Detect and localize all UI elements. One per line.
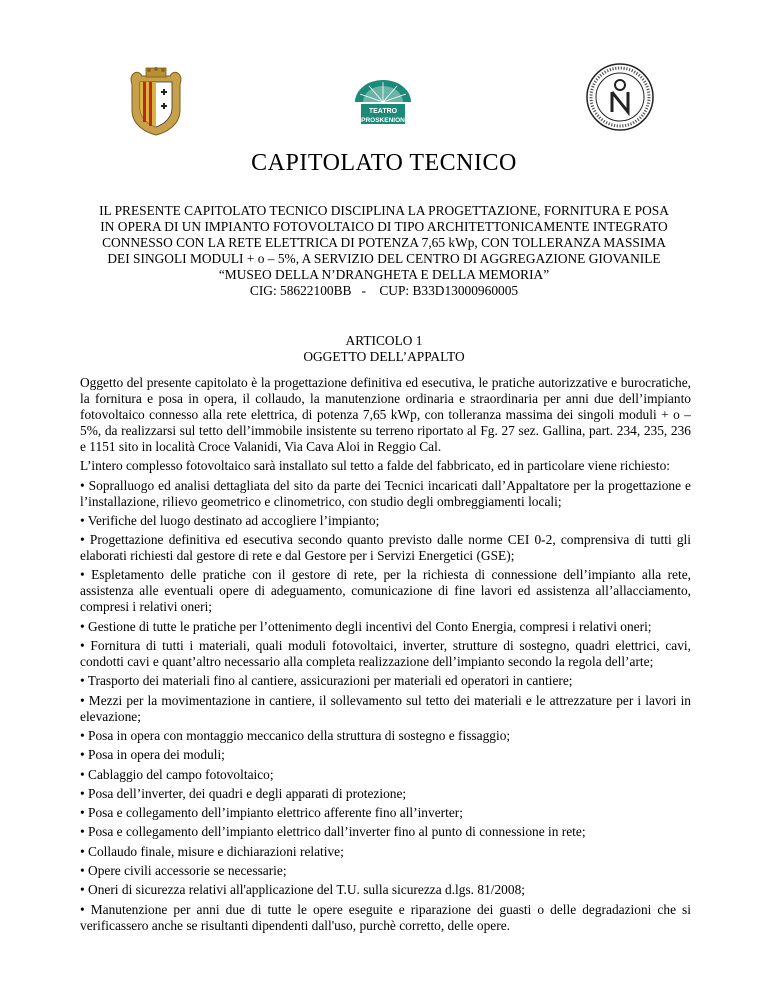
- paragraph: Oggetto del presente capitolato è la progettazione definitiva ed esecutiva, le pratiche autorizzative e burocratiche, la fornitura e posa in opera, il collaudo, la manutenzione ordinaria e straordinaria per anni due dell’impianto fotovoltaico connesso alla rete elettrica, di potenza 7,65 kWp, con tolleranza massima dei singoli moduli + o – 5%, da realizzarsi sul tetto dell’immobile insistente su terreno riportato al Fg. 27 sez. Gallina, part. 234, 235, 236 e 1151 sito in località Croce Valanidi, Via Cava Aloi in Reggio Cal.: [80, 375, 691, 454]
- list-item: • Mezzi per la movimentazione in cantiere, il sollevamento sul tetto dei materiali e le attrezzature per i lavori in elevazione;: [80, 692, 691, 724]
- list-item: • Verifiche del luogo destinato ad accogliere l’impianto;: [80, 512, 380, 528]
- list-item: • Manutenzione per anni due di tutte le opere eseguite e riparazione dei guasti o delle degradazioni che si verificassero anche se risultanti dipendenti dall'uso, purchè corretto, delle opere.: [80, 901, 691, 933]
- list-item: • Sopralluogo ed analisi dettagliata del sito da parte dei Tecnici incaricati dall’Appaltatore per la progettazione e l’installazione, rilievo geometrico e clinometrico, con studio degli ombreggiamenti locali;: [80, 477, 691, 509]
- list-item: • Collaudo finale, misure e dichiarazioni relative;: [80, 843, 344, 859]
- article-title: OGGETTO DELL’APPALTO: [303, 349, 465, 364]
- list-item: • Posa dell’inverter, dei quadri e degli apparati di protezione;: [80, 785, 407, 801]
- document-heading: [60, 203, 708, 299]
- list-item: • Espletamento delle pratiche con il gestore di rete, per la richiesta di connessione dell’impianto alla rete, assistenza alle eventuali opere di adeguamento, comunicazione di fine lavori ed assistenza all’allacciamento, compresi i relativi oneri;: [80, 567, 691, 615]
- heading-line: IL PRESENTE CAPITOLATO TECNICO DISCIPLINA LA PROGETTAZIONE, FORNITURA E POSA: [99, 203, 669, 218]
- heading-line: CONNESSO CON LA RETE ELETTRICA DI POTENZA 7,65 kWp, CON TOLLERANZA MASSIMA: [102, 235, 666, 250]
- heading-line: “MUSEO DELLA N’DRANGHETA E DELLA MEMORIA”: [218, 267, 550, 282]
- list-item: • Gestione di tutte le pratiche per l’ottenimento degli incentivi del Conto Energia, compresi i relativi oneri;: [80, 618, 652, 634]
- article-body: [80, 375, 691, 937]
- list-item: • Posa e collegamento dell’impianto elettrico afferente fino all’inverter;: [80, 805, 463, 821]
- list-item: • Posa in opera dei moduli;: [80, 747, 225, 763]
- list-item: • Progettazione definitiva ed esecutiva secondo quanto previsto dalle norme CEI 0-2, comprensiva di tutti gli elaborati richiesti dal gestore di rete e dal Gestore per i Servizi Energetici (GSE);: [80, 532, 691, 564]
- article-number: ARTICOLO 1: [345, 333, 423, 348]
- circular-seal-icon: [585, 62, 655, 132]
- list-item: • Posa in opera con montaggio meccanico della struttura di sostegno e fissaggio;: [80, 727, 511, 743]
- cig-cup-line: CIG: 58622100BB - CUP: B33D13000960005: [249, 283, 519, 298]
- list-item: • Posa e collegamento dell’impianto elettrico dall’inverter fino al punto di connessione in rete;: [80, 824, 586, 840]
- teatro-proskenion-logo: [345, 76, 421, 126]
- paragraph: L’intero complesso fotovoltaico sarà installato sul tetto a falde del fabbricato, ed in particolare viene richiesto:: [80, 458, 670, 474]
- heading-line: DEI SINGOLI MODULI + o – 5%, A SERVIZIO DEL CENTRO DI AGGREGAZIONE GIOVANILE: [107, 251, 661, 266]
- document-title: CAPITOLATO TECNICO: [251, 150, 517, 176]
- list-item: • Fornitura di tutti i materiali, quali moduli fotovoltaici, inverter, strutture di sostegno, quadri elettrici, cavi, condotti cavi e quant’altro necessario alla completa realizzazione dell’impianto secondo la regola dell’arte;: [80, 638, 691, 670]
- logo-text-teatro: TEATRO: [368, 108, 398, 115]
- list-item: • Cablaggio del campo fotovoltaico;: [80, 766, 274, 782]
- list-item: • Oneri di sicurezza relativi all'applicazione del T.U. sulla sicurezza d.lgs. 81/2008;: [80, 882, 525, 898]
- heading-line: IN OPERA DI UN IMPIANTO FOTOVOLTAICO DI TIPO ARCHITETTONICAMENTE INTEGRATO: [100, 219, 668, 234]
- list-item: • Trasporto dei materiali fino al cantiere, assicurazioni per materiali ed operatori in cantiere;: [80, 673, 573, 689]
- list-item: • Opere civili accessorie se necessarie;: [80, 863, 287, 879]
- article-header: [0, 333, 768, 365]
- logo-bar: [0, 62, 768, 138]
- coat-of-arms-icon: [128, 66, 184, 136]
- logo-text-proskenion: PROSKENION: [361, 117, 405, 124]
